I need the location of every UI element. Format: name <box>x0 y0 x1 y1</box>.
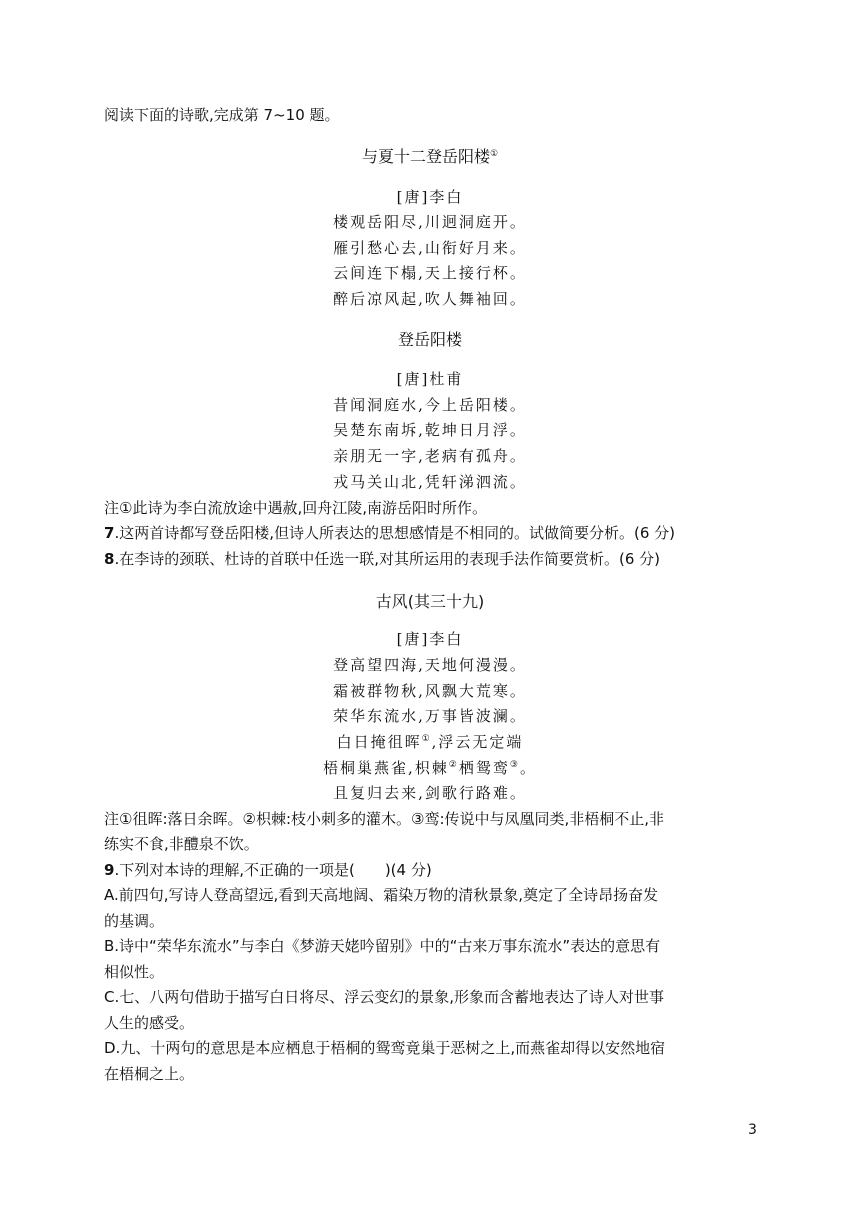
poem2-line-3: 亲朋无一字,老病有孤舟。 <box>333 447 527 465</box>
poem3-author: [唐]李白 <box>396 630 464 648</box>
poem3-footnote-line-1: 注①徂晖:落日余晖。②枳棘:枝小刺多的灌木。③鸾:传说中与凤凰同类,非梧桐不止,非 <box>104 810 665 828</box>
poem1-title-note: ① <box>489 149 499 159</box>
poem1-line-2: 雁引愁心去,山衔好月来。 <box>333 239 527 257</box>
poem3-line-2: 霜被群物秋,风飘大荒寒。 <box>333 682 527 700</box>
poem1-footnote: 注①此诗为李白流放途中遇赦,回舟江陵,南游岳阳时所作。 <box>104 499 487 517</box>
option-a-line-2: 的基调。 <box>104 912 165 930</box>
poem2-line-2: 吴楚东南坼,乾坤日月浮。 <box>333 421 527 439</box>
option-d-line-1: D.九、十两句的意思是本应栖息于梧桐的鸳鸾竟巢于恶树之上,而燕雀却得以安然地宿 <box>104 1039 666 1057</box>
option-b-line-2: 相似性。 <box>104 963 165 981</box>
poem3-line-6: 且复归去来,剑歌行路难。 <box>333 784 527 802</box>
question-7: 7.这两首诗都写登岳阳楼,但诗人所表达的思想感情是不相同的。试做简要分析。(6 分) <box>104 524 675 542</box>
poem2-line-4: 戎马关山北,凭轩涕泗流。 <box>333 473 527 491</box>
poem3-line-1: 登高望四海,天地何漫漫。 <box>333 656 527 674</box>
option-c-line-1: C.七、八两句借助于描写白日将尽、浮云变幻的景象,形象而含蓄地表达了诗人对世事 <box>104 988 665 1006</box>
option-a-line-1: A.前四句,写诗人登高望远,看到天高地阔、霜染万物的清秋景象,奠定了全诗昂扬奋发 <box>104 886 659 904</box>
poem1-line-4: 醉后凉风起,吹人舞袖回。 <box>333 290 527 308</box>
poem3-line-5: 梧桐巢燕雀,枳棘②栖鸳鸾③。 <box>323 759 537 777</box>
poem1-author: [唐]李白 <box>396 188 464 206</box>
poem2-title: 登岳阳楼 <box>397 330 462 349</box>
option-d-line-2: 在梧桐之上。 <box>104 1065 195 1083</box>
question-9-stem: 9.下列对本诗的理解,不正确的一项是( )(4 分) <box>104 861 432 879</box>
page-number: 3 <box>748 1122 757 1138</box>
poem3-line-3: 荣华东流水,万事皆波澜。 <box>333 707 527 725</box>
intro-text: 阅读下面的诗歌,完成第 7~10 题。 <box>104 106 340 124</box>
option-b-line-1: B.诗中“荣华东流水”与李白《梦游天姥吟留别》中的“古来万事东流水”表达的意思有 <box>104 937 661 955</box>
option-c-line-2: 人生的感受。 <box>104 1014 195 1032</box>
question-8: 8.在李诗的颈联、杜诗的首联中任选一联,对其所运用的表现手法作简要赏析。(6 分) <box>104 550 660 568</box>
poem1-line-1: 楼观岳阳尽,川迥洞庭开。 <box>333 213 527 231</box>
poem3-footnote-line-2: 练实不食,非醴泉不饮。 <box>104 835 259 853</box>
poem3-line-4: 白日掩徂晖①,浮云无定端 <box>336 733 524 751</box>
poem2-author: [唐]杜甫 <box>396 370 464 388</box>
poem3-title: 古风(其三十九) <box>375 592 485 611</box>
poem1-title: 与夏十二登岳阳楼① <box>361 147 499 166</box>
poem2-line-1: 昔闻洞庭水,今上岳阳楼。 <box>333 396 527 414</box>
poem1-line-3: 云间连下榻,天上接行杯。 <box>333 264 527 282</box>
